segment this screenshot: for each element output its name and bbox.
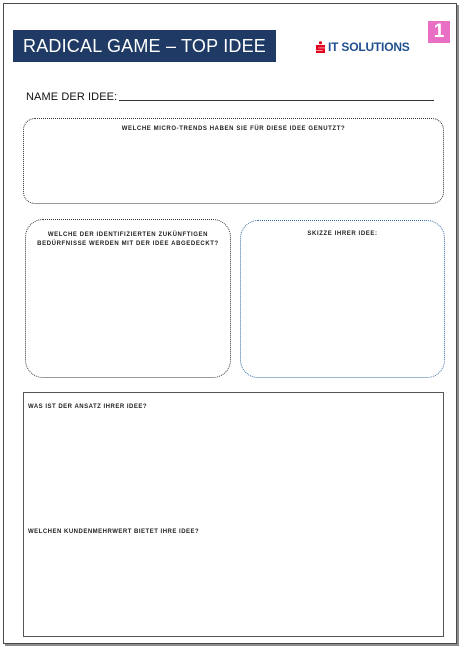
- company-logo: [315, 40, 410, 54]
- approach-box[interactable]: [23, 392, 444, 637]
- sparkasse-s-icon: [315, 41, 326, 53]
- page-title: RADICAL GAME – TOP IDEE: [13, 30, 276, 62]
- approach-question: WAS IST DER ANSATZ IHRER IDEE?: [28, 404, 148, 410]
- idea-name-line[interactable]: [119, 99, 434, 101]
- idea-sketch-label: SKIZZE IHRER IDEE:: [307, 231, 378, 237]
- page-number-badge: 1: [428, 21, 450, 43]
- customer-value-question: WELCHEN KUNDENMEHRWERT BIETET IHRE IDEE?: [28, 529, 200, 535]
- idea-name-label: NAME DER IDEE:: [26, 91, 118, 103]
- future-needs-box[interactable]: [25, 219, 231, 378]
- idea-name-field[interactable]: [26, 87, 434, 103]
- logo-text: IT SOLUTIONS: [328, 40, 410, 54]
- micro-trends-question: WELCHE MICRO-TRENDS HABEN SIE FÜR DIESE IDEE GENUTZT?: [121, 126, 346, 132]
- micro-trends-box[interactable]: [23, 118, 444, 204]
- future-needs-question: WELCHE DER IDENTIFIZIERTEN ZUKÜNFTIGEN BEDÜRFNISSE WERDEN MIT DER IDEE ABGEDECKT?: [37, 232, 219, 247]
- worksheet-page: [3, 3, 457, 644]
- idea-sketch-box[interactable]: [240, 220, 445, 378]
